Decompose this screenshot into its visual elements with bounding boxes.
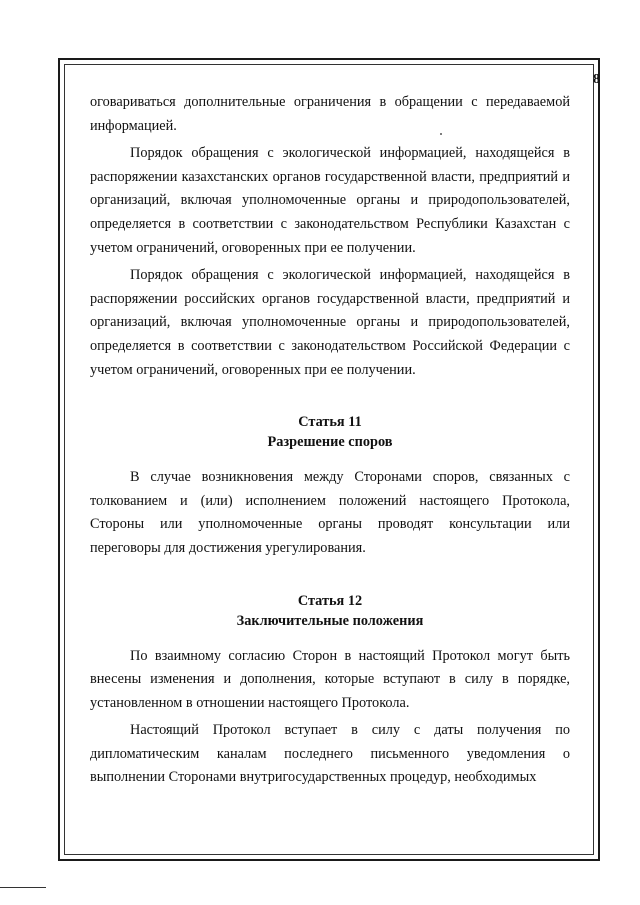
article-11-number: Статья 11	[298, 414, 362, 431]
article-11-paragraph: В случае возникновения между Сторонами споров, связанных с толкованием и (или) исполнением положений настоящего Протокола, Стороны или уполномоченные органы проводят консультации или переговоры для достижения урегулирования.	[90, 469, 570, 556]
scan-edge-line	[0, 887, 46, 888]
paragraph-kazakhstan-info: Порядок обращения с экологической информацией, находящейся в распоряжении казахстанских органов государственной власти, предприятий и организаций, включая уполномоченные органы и природопользователей, определяется в соответствии с законодательством Республики Казахстан с учетом ограничений, оговоренных при ее получении.	[90, 145, 570, 256]
paragraph-russia-info: Порядок обращения с экологической информацией, находящейся в распоряжении российских органов государственной власти, предприятий и организаций, включая уполномоченные органы и природопользователей, определяется в соответствии с законодательством Российской Федерации с учетом ограничений, оговоренных при ее получении.	[90, 267, 570, 378]
article-12-number: Статья 12	[297, 592, 363, 609]
article-12-paragraph-amendments: По взаимному согласию Сторон в настоящий Протокол могут быть внесены изменения и дополнения, которые вступают в силу в порядке, установленном в отношении настоящего Протокола.	[90, 647, 570, 711]
paragraph-continuation: оговариваться дополнительные ограничения в обращении с передаваемой информацией.	[90, 94, 570, 134]
page-number: 8	[593, 72, 600, 87]
document-body	[90, 70, 570, 790]
article-12-title: Заключительные положения	[236, 612, 424, 629]
article-11-title: Разрешение споров	[267, 434, 393, 451]
article-12-paragraph-entry-into-force: Настоящий Протокол вступает в силу с даты получения по дипломатическим каналам последнего письменного уведомления о выполнении Сторонами внутригосударственных процедур, необходимых	[90, 722, 570, 786]
